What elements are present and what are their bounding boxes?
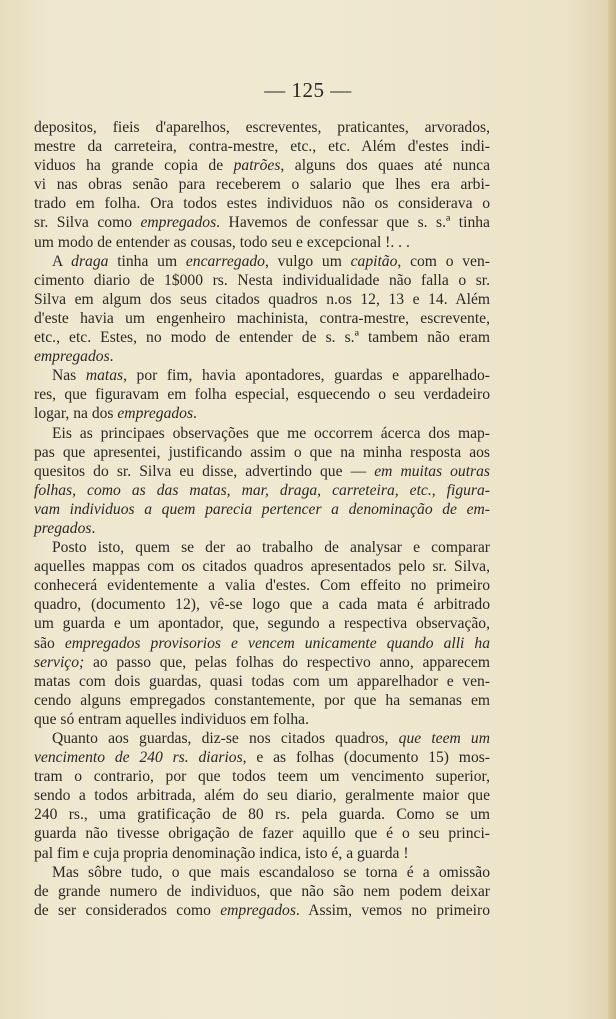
text-segment: 240 rs., uma gratificação de 80 rs. pela guarda. Como se um [34, 806, 490, 824]
text-segment: sendo a todos arbitrada, além do seu diario, geralmente maior que [34, 787, 490, 805]
text-line [34, 385, 490, 404]
text-segment: que só entram aquelles individuos em folha. [34, 710, 309, 728]
italic-text: empregados [34, 348, 110, 366]
text-line [34, 729, 490, 748]
text-segment: quadro, (documento 12), vê-se logo que a cada mata é arbitrado [34, 596, 490, 614]
text-line [34, 576, 490, 595]
italic-text: em muitas outras [374, 462, 490, 480]
italic-text: pregados [34, 519, 92, 537]
text-segment: cimento diario de 1$000 rs. Nesta individualidade não falla o sr. [34, 271, 490, 289]
text-line [34, 309, 490, 328]
page-number: — 125 — [264, 78, 352, 102]
text-segment: Posto isto, quem se der ao trabalho de analysar e comparar [52, 539, 490, 557]
text-line [34, 634, 490, 653]
text-segment: pas que apresentei, justificando assim o que na minha resposta aos [34, 443, 490, 461]
text-segment: , alguns dos quaes até nunca [280, 157, 490, 175]
text-line [34, 844, 490, 863]
text-segment: . [193, 405, 197, 423]
text-segment: Mas sôbre tudo, o que mais escandaloso se torna é a omissão [52, 863, 490, 881]
text-line [34, 175, 490, 194]
text-segment: guarda não tivesse obrigação de fazer aquillo que é o seu princi- [34, 825, 490, 843]
text-segment: ao passo que, pelas folhas do respectivo anno, apparecem [84, 653, 490, 671]
text-line [34, 404, 490, 423]
italic-text: patrões [233, 157, 281, 175]
text-line [34, 443, 490, 462]
italic-text: empregados provisorios e vencem unicamente quando alli ha [64, 634, 490, 652]
text-segment: , com o ven- [397, 252, 490, 270]
text-segment: , vulgo um [264, 252, 351, 270]
text-line [34, 595, 490, 614]
text-line [34, 500, 490, 519]
italic-text: vencimento de 240 rs. diarios [34, 749, 243, 767]
text-segment: trado em folha. Ora todos estes individuos não os considerava o [34, 195, 490, 213]
italic-text: encarregado [185, 252, 265, 270]
italic-text: matas [85, 367, 124, 385]
text-segment: Nas [52, 367, 86, 385]
text-line [34, 557, 490, 576]
text-line [34, 805, 490, 824]
text-segment: Silva em algum dos seus citados quadros n.os 12, 13 e 14. Além [34, 290, 490, 308]
text-line [34, 710, 490, 729]
text-segment: , e as folhas (documento 15) mos- [242, 749, 490, 767]
italic-text: empregados [220, 901, 296, 919]
text-line [34, 653, 490, 672]
text-segment: sr. Silva como [34, 214, 141, 232]
text-segment: Quanto aos guardas, diz-se nos citados quadros, [52, 730, 399, 747]
text-segment: um guarda e um apontador, que, segundo a respectiva observação, [34, 615, 490, 633]
text-segment: quesitos do sr. Silva eu disse, advertindo que — [34, 462, 375, 480]
text-segment: d'este havia um engenheiro machinista, contra-mestre, escrevente, [34, 309, 490, 327]
text-segment: vi nas obras senão para receberem o salario que lhes era arbi- [34, 176, 490, 194]
text-segment: Eis as principaes observações que me occorrem ácerca dos map- [52, 424, 490, 442]
italic-text: que teem um [398, 730, 490, 747]
text-line [34, 290, 490, 309]
text-line [34, 213, 490, 232]
text-line [34, 691, 490, 710]
text-segment: cendo alguns empregados constantemente, por que ha semanas em [34, 691, 490, 709]
text-line [34, 538, 490, 557]
italic-text: vam individuos a quem parecia pertencer a denominação de em- [34, 500, 490, 518]
italic-text: draga [71, 252, 109, 270]
text-segment: mestre da carreteira, contra-mestre, etc., etc. Além d'estes indi- [34, 138, 490, 156]
text-segment: viduos ha grande copia de [34, 157, 234, 175]
body-text [34, 118, 490, 920]
text-line [34, 156, 490, 175]
text-line [34, 767, 490, 786]
text-segment: tram o contrario, por que todos teem um vencimento superior, [34, 768, 490, 786]
text-line [34, 462, 490, 481]
text-segment: . Havemos de confessar que s. s.ª tinha [216, 214, 490, 232]
text-line [34, 233, 490, 252]
text-line [34, 424, 490, 443]
italic-text: serviço; [34, 653, 85, 671]
text-segment: logar, na dos [34, 405, 118, 423]
text-segment: . [109, 348, 114, 366]
italic-text: folhas, como as das matas, mar, draga, carreteira, etc., figura- [34, 481, 490, 499]
page-edge [608, 0, 616, 1019]
text-line [34, 824, 490, 843]
text-segment: conhecerá evidentemente a valia d'estes. Com effeito no primeiro [34, 577, 490, 595]
text-line [34, 137, 490, 156]
text-segment: aquelles mappas com os citados quadros apresentados pelo sr. Silva, [34, 558, 490, 576]
text-segment: são [34, 634, 65, 652]
text-segment: tinha um [108, 252, 186, 270]
text-segment: de ser considerados como [34, 901, 221, 919]
text-segment: depositos, fieis d'aparelhos, escreventes, praticantes, arvorados, [34, 119, 490, 136]
text-line [34, 271, 490, 290]
text-line [34, 366, 490, 385]
text-line [34, 672, 490, 691]
text-line [34, 901, 490, 920]
text-line [34, 748, 490, 767]
text-line [34, 194, 490, 213]
text-segment: . Assim, vemos no primeiro [295, 901, 490, 919]
text-segment: matas com dois guardas, quasi todas com um apparelhador e ven- [34, 672, 490, 690]
text-segment: etc., etc. Estes, no modo de entender de s. s.ª tambem não eram [34, 329, 490, 347]
text-line [34, 481, 490, 500]
italic-text: empregados [117, 405, 194, 423]
text-line [34, 328, 490, 347]
text-line [34, 786, 490, 805]
text-segment: de grande numero de individuos, que não são nem podem deixar [34, 882, 490, 900]
text-line [34, 882, 490, 901]
text-line [34, 252, 490, 271]
text-segment: pal fim e cuja propria denominação indica, isto é, a guarda ! [34, 844, 409, 862]
text-line [34, 519, 490, 538]
italic-text: empregados [140, 214, 217, 232]
text-segment: . [91, 519, 96, 537]
text-segment: A [52, 252, 72, 270]
text-line [34, 347, 490, 366]
text-line [34, 863, 490, 882]
italic-text: capitão [350, 252, 398, 270]
text-segment: res, que figuravam em folha especial, esquecendo o seu verdadeiro [34, 386, 490, 404]
text-segment: , por fim, havia apontadores, guardas e apparelhado- [123, 367, 490, 385]
text-line [34, 614, 490, 633]
text-line [34, 118, 490, 137]
text-segment: um modo de entender as cousas, todo seu e excepcional !. . . [34, 233, 410, 251]
